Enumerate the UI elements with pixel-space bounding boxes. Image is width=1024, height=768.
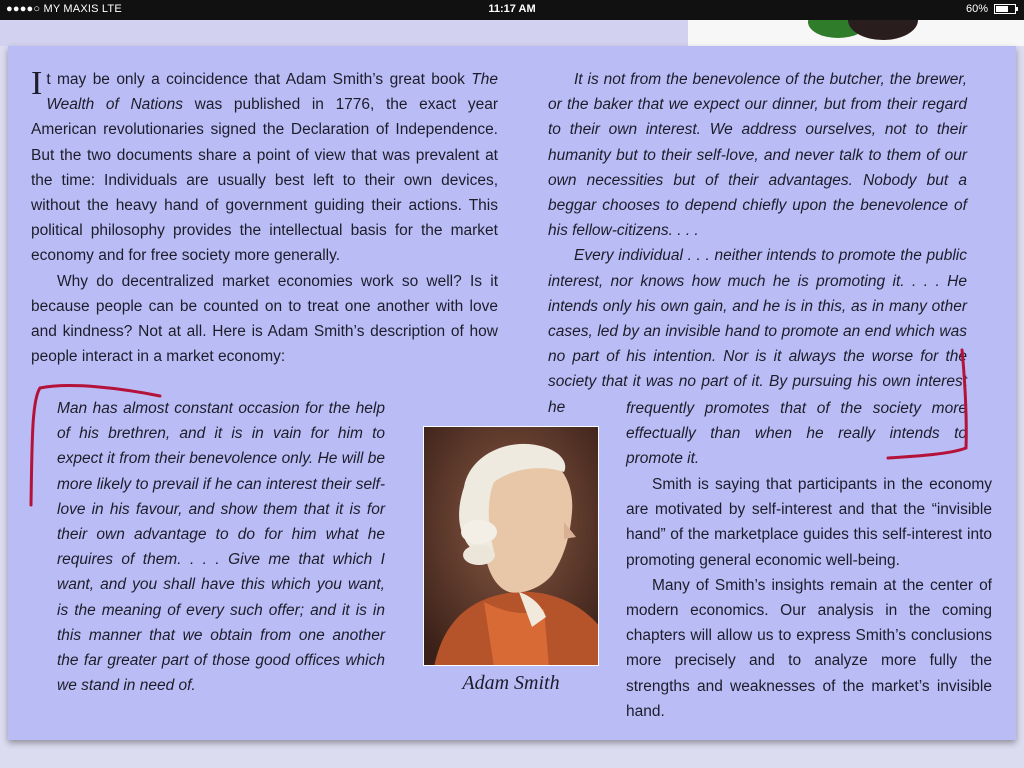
paragraph-1: It may be only a coincidence that Adam Smith’s great book The Wealth of Nations was published in 1776, the exact year American revolutionaries signed the Declaration of Independence. But the two documents share a point of view that was prevalent at the time: Individuals are usually best left to their own devices, without the heavy hand of government guiding their actions. This political philosophy provides the intellectual basis for the market economy and for free society more generally. <box>31 65 498 265</box>
battery-status <box>966 3 1016 15</box>
quote-right-cont-text: frequently promotes that of the society more effectually than when he really intends to promote it. <box>626 400 967 468</box>
quote-left <box>57 396 385 698</box>
quote-right-top <box>548 67 967 420</box>
battery-percent: 60% <box>965 3 988 15</box>
book-title: The Wealth of Nations <box>46 71 498 114</box>
adam-smith-portrait <box>423 426 599 666</box>
battery-icon <box>994 4 1016 14</box>
status-time: 11:17 AM <box>488 3 536 15</box>
drop-cap: I <box>31 65 43 102</box>
paragraph-3: Smith is saying that participants in the economy are motivated by self-interest and that the “invisible hand” of the marketplace guides this self-interest into promoting general economic well-being. <box>626 476 992 569</box>
status-bar <box>0 0 1024 20</box>
left-column-text <box>31 67 498 369</box>
carrier-signal: ●●●●○ MY MAXIS LTE <box>6 3 122 15</box>
top-photo-fragment <box>688 20 1024 46</box>
portrait-caption: Adam Smith <box>462 672 560 694</box>
quote-right-para-2: Every individual . . . neither intends to promote the public interest, nor knows how much he is promoting it. . . . He intends only his own gain, and he is in this, as in many other cases, led by an invisible hand to promote an end which was no part of his intention. Nor is it always the worse for the society that it was no part of it. By pursuing his own interest he <box>548 247 967 416</box>
quote-right-para-1: It is not from the benevolence of the butcher, the brewer, or the baker that we expect our dinner, but from their regard to their own interest. We address ourselves, not to their humanity but to their self-love, and never talk to them of our own necessities but of their advantages. Nobody but a beggar chooses to depend chiefly upon the benevolence of his fellow-citizens. . . . <box>548 71 967 240</box>
quote-left-text: Man has almost constant occasion for the help of his brethren, and it is in vain for him to expect it from their benevolence only. He will be more likely to prevail if he can interest their self-love in his favour, and show them that it is for their own advantage to do for him what he requires of them. . . . Give me that which I want, and you shall have this which you want, is the meaning of every such offer; and it is in this manner that we obtain from one another the far greater part of those good offices which we stand in need of. <box>57 400 385 695</box>
right-column-text <box>626 472 992 724</box>
quote-right-continued <box>626 396 967 472</box>
paragraph-4: Many of Smith’s insights remain at the center of modern economics. Our analysis in the coming chapters will allow us to express Smith’s conclusions more precisely and to analyze more fully the strengths and weaknesses of the market’s invisible hand. <box>626 576 992 720</box>
paragraph-2: Why do decentralized market economies work so well? Is it because people can be counted on to treat one another with love and kindness? Not at all. Here is Adam Smith’s description of how people interact in a market economy: <box>31 272 498 366</box>
